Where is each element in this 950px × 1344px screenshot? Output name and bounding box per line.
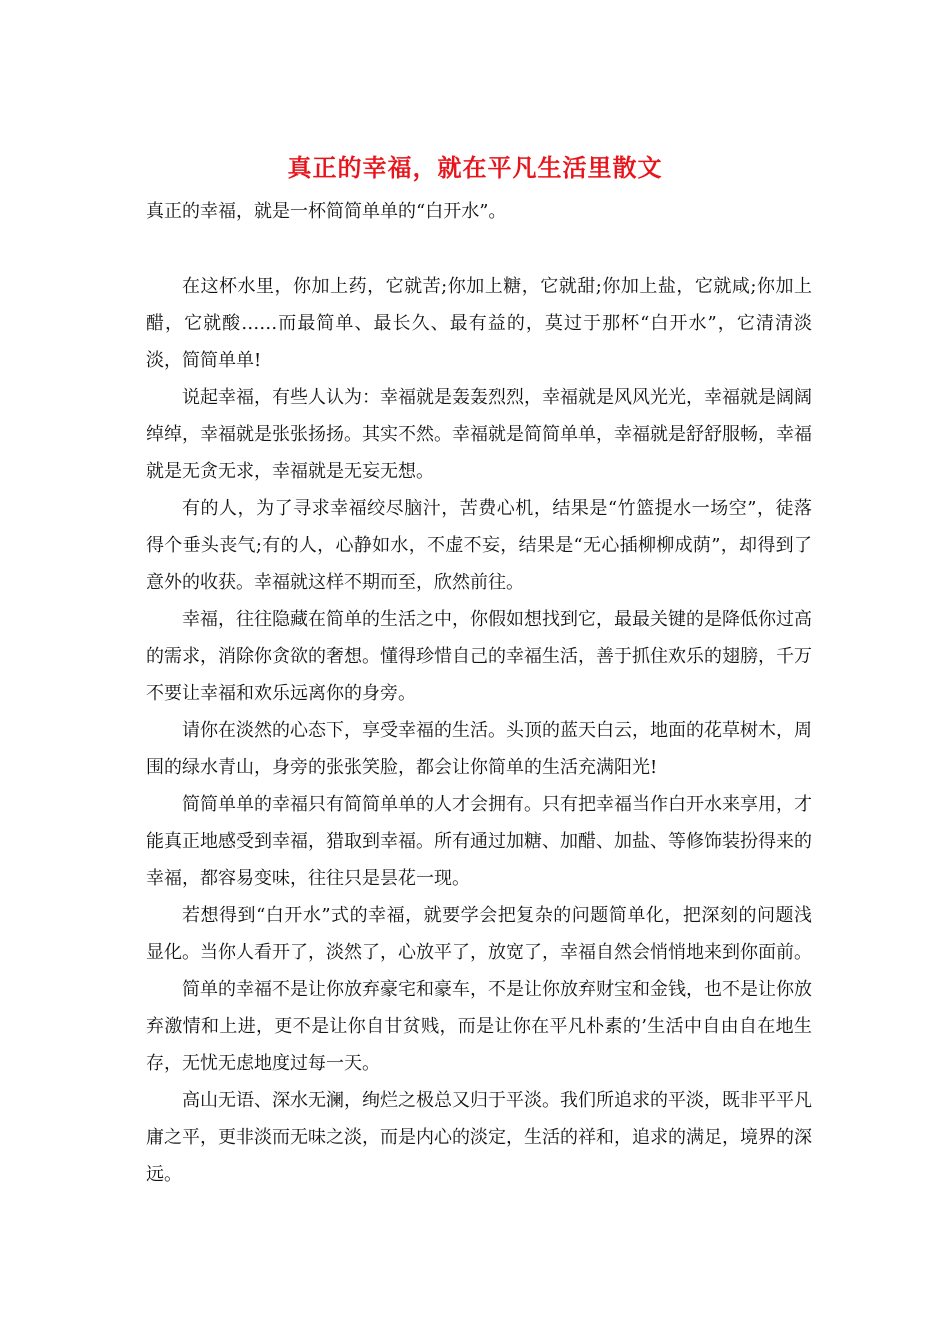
body-paragraph-8: 简单的幸福不是让你放弃豪宅和豪车，不是让你放弃财宝和金钱，也不是让你放弃激情和上进，更不是让你自甘贫贱，而是让你在平凡朴素的’生活中自由自在地生存，无忧无虑地度过每一天。 xyxy=(146,979,812,1074)
body-paragraph-2: 说起幸福，有些人认为：幸福就是轰轰烈烈，幸福就是风风光光，幸福就是阔阔绰绰，幸福就是张张扬扬。其实不然。幸福就是简简单单，幸福就是舒舒服畅，幸福就是无贪无求，幸福就是无妄无想。 xyxy=(146,387,812,482)
body-paragraph-4: 幸福，往往隐藏在简单的生活之中，你假如想找到它，最最关键的是降低你过高的需求，消除你贪欲的奢想。懂得珍惜自己的幸福生活，善于抓住欢乐的翅膀，千万不要让幸福和欢乐远离你的身旁。 xyxy=(146,609,812,704)
body-paragraph-7: 若想得到“白开水”式的幸福，就要学会把复杂的问题简单化，把深刻的问题浅显化。当你人看开了，淡然了，心放平了，放宽了，幸福自然会悄悄地来到你面前。 xyxy=(146,905,812,963)
document-title: 真正的幸福，就在平凡生活里散文 xyxy=(287,153,663,182)
document-body xyxy=(146,193,812,1193)
lead-paragraph: 真正的幸福，就是一杯简简单单的“白开水”。 xyxy=(146,201,507,222)
body-paragraph-6: 简简单单的幸福只有简简单单的人才会拥有。只有把幸福当作白开水来享用，才能真正地感受到幸福，猎取到幸福。所有通过加糖、加醋、加盐、等修饰装扮得来的幸福，都容易变味，往往只是昙花一现。 xyxy=(146,794,812,889)
body-paragraph-5: 请你在淡然的心态下，享受幸福的生活。头顶的蓝天白云，地面的花草树木，周围的绿水青山，身旁的张张笑脸，都会让你简单的生活充满阳光! xyxy=(146,720,812,778)
body-paragraph-1: 在这杯水里，你加上药，它就苦;你加上糖，它就甜;你加上盐，它就咸;你加上醋，它就酸……而最简单、最长久、最有益的，莫过于那杯“白开水”，它清清淡淡，简简单单! xyxy=(146,276,812,371)
body-paragraph-9: 高山无语、深水无澜，绚烂之极总又归于平淡。我们所追求的平淡，既非平平凡庸之平，更非淡而无味之淡，而是内心的淡定，生活的祥和，追求的满足，境界的深远。 xyxy=(146,1090,812,1185)
body-paragraph-3: 有的人，为了寻求幸福绞尽脑汁，苦费心机，结果是“竹篮提水一场空”，徒落得个垂头丧气;有的人，心静如水，不虚不妄，结果是“无心插柳柳成荫”，却得到了意外的收获。幸福就这样不期而至，欣然前往。 xyxy=(146,498,812,593)
